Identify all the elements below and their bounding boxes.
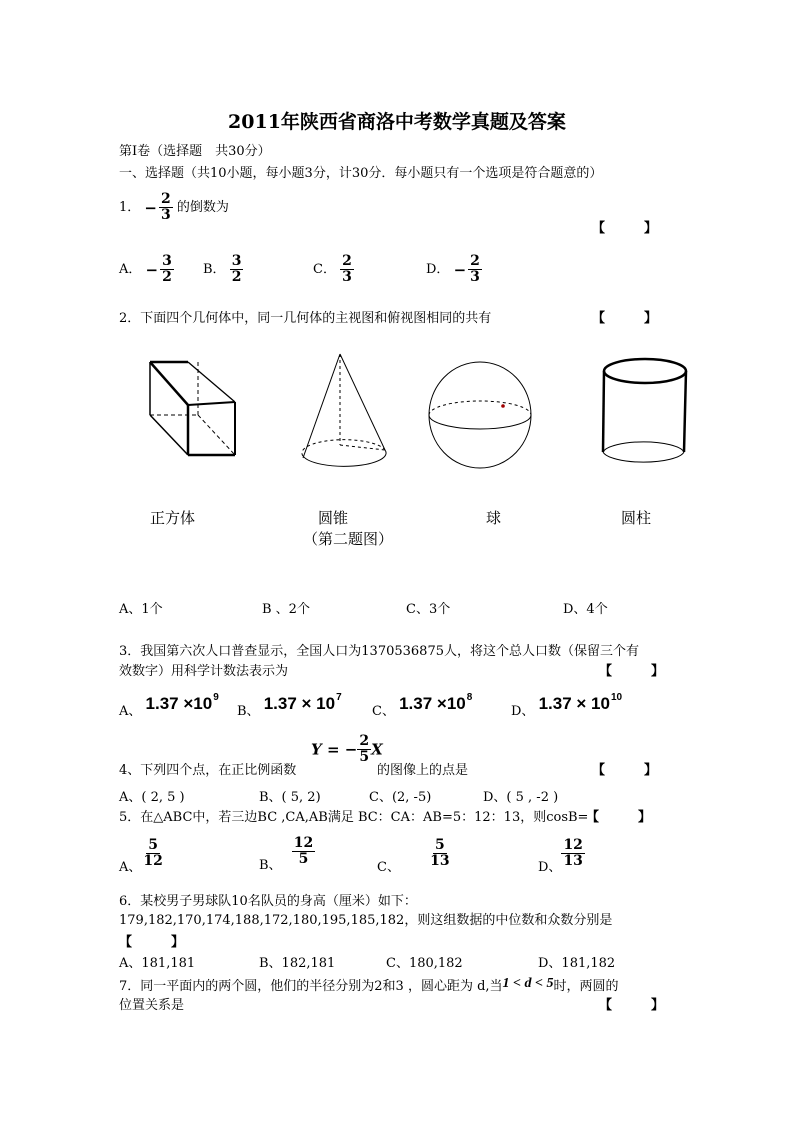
numerator: 3 [162, 253, 172, 269]
denominator: 13 [430, 853, 450, 869]
fraction [468, 254, 482, 285]
function-formula [311, 734, 383, 765]
question-4-pre: 4、下列四个点，在正比例函数 [119, 763, 297, 778]
option-label: C． [313, 262, 336, 277]
option-label: A、 [119, 704, 142, 719]
question-1 [119, 192, 229, 223]
option-label: A、 [119, 860, 142, 875]
option-label: D． [426, 262, 450, 277]
q4-option-b: B、( 5, 2) [259, 790, 321, 805]
sci-exponent: 7 [336, 692, 342, 703]
denominator: 12 [143, 853, 163, 869]
section-heading: 一、选择题（共10小题，每小题3分，计30分．每小题只有一个选项是符合题意的） [119, 166, 603, 181]
numerator: 2 [342, 253, 352, 269]
sci-number [146, 694, 219, 713]
question-5: 5．在△ABC中，若三边BC ,CA,AB满足 BC：CA：AB=5：12：13，则cosB= [119, 810, 589, 825]
sci-base: 1.37 × 10 [538, 694, 610, 713]
answer-bracket: 【 】 [119, 935, 185, 950]
fraction [141, 838, 164, 869]
option-label: B． [203, 262, 226, 277]
question-6-line1: 6．某校男子男球队10名队员的身高（厘米）如下： [119, 894, 417, 909]
q6-option-a: A、181,181 [119, 956, 196, 971]
page-title: 2011年陕西省商洛中考数学真题及答案 [228, 111, 566, 133]
option-label: D、 [511, 704, 535, 719]
inequality: 1 < d < 5 [502, 976, 554, 991]
numerator: 5 [434, 837, 445, 853]
q1-option-a [119, 254, 174, 285]
denominator: 2 [162, 269, 172, 285]
denominator: 13 [563, 853, 583, 869]
figure-caption: （第二题图） [303, 530, 394, 548]
denominator: 3 [161, 207, 171, 223]
figure-label-cone: 圆锥 [318, 509, 349, 527]
denominator: 5 [298, 851, 309, 867]
part-heading: 第Ⅰ卷（选择题 共30分） [119, 144, 271, 159]
cylinder-figure [598, 352, 698, 477]
minus-sign: − [145, 260, 159, 279]
answer-bracket: 【 】 [586, 810, 652, 825]
sci-number [539, 694, 623, 713]
sci-exponent: 10 [610, 692, 623, 703]
numerator: 12 [563, 837, 583, 853]
denominator: 3 [342, 269, 352, 285]
fraction [159, 192, 173, 223]
fraction [160, 254, 174, 285]
q5-option-c [377, 838, 452, 875]
q2-option-d: D、4个 [563, 602, 608, 617]
numerator: 2 [161, 191, 171, 207]
fraction [292, 836, 315, 867]
numerator: 2 [470, 253, 480, 269]
question-3-line2: 效数字）用科学计数法表示为 [119, 664, 289, 679]
q2-option-b: B 、2个 [262, 602, 310, 617]
cone-figure [295, 348, 395, 473]
denominator: 3 [470, 269, 480, 285]
fraction [561, 838, 584, 869]
q2-option-a: A、1个 [119, 602, 163, 617]
question-6-line2: 179,182,170,174,188,172,180,195,185,182，则这组数据的中位数和众数分别是 [119, 913, 613, 928]
q4-option-d: D、( 5 , -2 ) [483, 790, 559, 805]
question-2: 2．下面四个几何体中，同一几何体的主视图和俯视图相同的共有 [119, 311, 492, 326]
option-label: A． [119, 262, 142, 277]
q5-option-a [119, 838, 165, 875]
sphere-figure [425, 355, 540, 475]
option-label: C、 [377, 860, 400, 875]
figure-label-cylinder: 圆柱 [621, 509, 652, 527]
func-y: Y [311, 740, 322, 759]
answer-bracket: 【 】 [592, 311, 658, 326]
sci-number [399, 694, 472, 713]
question-3-line1: 3．我国第六次人口普查显示，全国人口为1370536875人，将这个总人口数（保留三个有 [119, 644, 639, 659]
fraction [428, 838, 451, 869]
sci-number [264, 694, 342, 713]
func-x: X [371, 740, 383, 759]
q6-option-b: B、182,181 [259, 956, 336, 971]
question-number: 1． [119, 200, 141, 215]
answer-bracket: 【 】 [592, 221, 658, 236]
q5-option-b [259, 836, 315, 873]
numerator: 3 [231, 253, 242, 269]
func-eq: = − [326, 740, 358, 759]
option-label: D、 [538, 860, 562, 875]
question-4-post: 的图像上的点是 [377, 763, 469, 778]
numerator: 12 [293, 835, 314, 851]
minus-sign: − [453, 260, 467, 279]
answer-bracket: 【 】 [599, 998, 665, 1013]
question-7-line2: 位置关系是 [119, 998, 185, 1013]
q1-option-d [426, 254, 482, 285]
answer-bracket: 【 】 [592, 763, 658, 778]
fraction [357, 734, 371, 765]
numerator: 5 [148, 837, 158, 853]
sci-exponent: 9 [213, 692, 219, 703]
q3-option-b [237, 692, 342, 719]
answer-bracket: 【 】 [599, 664, 665, 679]
q1-option-c [313, 254, 354, 285]
sci-exponent: 8 [466, 692, 473, 703]
option-label: B、 [237, 704, 260, 719]
q3-option-c [372, 692, 472, 719]
denominator: 5 [359, 749, 370, 765]
fraction [230, 254, 244, 285]
question-text: 7．同一平面内的两个圆，他们的半径分别为2和3 ，圆心距为 d,当 [119, 979, 503, 994]
sci-base: 1.37 ×10 [145, 694, 213, 713]
cube-figure [140, 350, 250, 465]
q1-option-b [203, 254, 243, 285]
q3-option-a [119, 692, 219, 719]
fraction [340, 254, 354, 285]
q4-option-c: C、(2, -5) [369, 790, 432, 805]
option-label: C、 [372, 704, 395, 719]
denominator: 2 [231, 269, 242, 285]
q2-option-c: C、3个 [406, 602, 451, 617]
question-text-tail: 时，两圆的 [553, 979, 619, 994]
sci-base: 1.37 × 10 [263, 694, 336, 713]
q5-option-d [538, 838, 585, 875]
numerator: 2 [359, 733, 370, 749]
figure-label-sphere: 球 [486, 509, 502, 527]
q4-option-a: A、( 2, 5 ) [119, 790, 185, 805]
q3-option-d [511, 692, 622, 719]
question-text: 的倒数为 [176, 200, 229, 215]
minus-sign: − [144, 198, 157, 217]
q6-option-c: C、180,182 [386, 956, 463, 971]
q6-option-d: D、181,182 [538, 956, 616, 971]
option-label: B、 [259, 858, 282, 873]
question-7 [119, 975, 619, 994]
figure-label-cube: 正方体 [150, 509, 196, 527]
sci-base: 1.37 ×10 [399, 694, 466, 713]
